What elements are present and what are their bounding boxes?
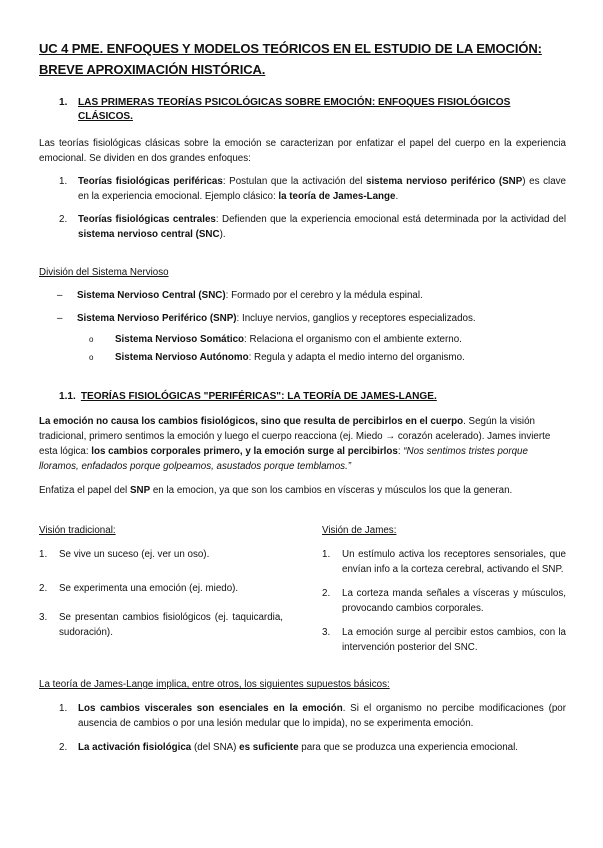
text-run: : Incluye nervios, ganglios y receptores especializados. [236, 313, 476, 324]
text-run: ). [219, 229, 226, 240]
list-text: Se presentan cambios fisiológicos (ej. taquicardia, sudoración). [59, 612, 283, 638]
text-run: para que se produzca una experiencia emocional. [298, 742, 519, 753]
text-run: en la emocion, ya que son los cambios en vísceras y músculos los que la generan. [150, 485, 513, 496]
term-label: Teorías fisiológicas centrales [78, 214, 216, 225]
list-text: La corteza manda señales a vísceras y músculos, provocando cambios corporales. [342, 588, 566, 614]
document-title: UC 4 PME. ENFOQUES Y MODELOS TEÓRICOS EN EL ESTUDIO DE LA EMOCIÓN: BREVE APROXIMACIÓN HISTÓRICA. [39, 41, 542, 77]
text-run: . Según la visión tradicional, primero sentimos la emoción y luego el cuerpo reacciona (ej. Miedo → corazón acelerado). James invierte esta lógica: [39, 416, 551, 457]
nervous-system-heading: División del Sistema Nervioso [39, 267, 169, 278]
text-run: ) es clave en la experiencia emocional. Ejemplo clásico: [78, 176, 566, 202]
list-item [39, 547, 283, 562]
james-view-heading: Visión de James: [322, 525, 397, 536]
term-label: Sistema Nervioso Autónomo [115, 352, 249, 363]
list-text [115, 332, 566, 347]
term-label: Teorías fisiológicas periféricas [78, 176, 223, 187]
list-text [78, 212, 566, 242]
list-number: 2. [39, 583, 48, 594]
james-lange-paragraph [39, 414, 566, 474]
list-text: Un estímulo activa los receptores sensoriales, que envían info a la corteza cerebral, activando el SNP. [342, 549, 566, 575]
document-page [39, 30, 566, 755]
list-item [322, 547, 566, 577]
term-label: Sistema Nervioso Somático [115, 334, 245, 345]
list-text [78, 740, 566, 755]
list-item [322, 586, 566, 616]
list-text [77, 311, 566, 326]
list-text [77, 288, 566, 303]
text-run: : Relaciona el organismo con el ambiente externo. [244, 334, 462, 345]
list-item [39, 350, 566, 365]
list-item [39, 212, 566, 242]
list-item [39, 740, 566, 755]
text-run: . Si el organismo no percibe modificaciones (por ausencia de cambios o por una lesión medular que lo impida), no se experimenta emoción. [78, 703, 566, 729]
traditional-view-column [39, 523, 283, 655]
list-text [78, 174, 566, 204]
bold-run: sistema nervioso periférico (SNP [366, 176, 523, 187]
bold-run: SNP [129, 485, 151, 496]
circle-bullet: o [89, 335, 94, 344]
list-item [39, 174, 566, 204]
list-item [322, 625, 566, 655]
text-run: : Postulan que la activación del [222, 176, 367, 187]
list-text: Se experimenta una emoción (ej. miedo). [59, 583, 239, 594]
term-label: Sistema Nervioso Central (SNC) [77, 290, 226, 301]
list-number: 2. [322, 588, 331, 599]
text-run: : Regula y adapta el medio interno del organismo. [248, 352, 465, 363]
dash-bullet: – [57, 290, 63, 301]
quote-run: “Nos sentimos tristes porque lloramos, enfadados porque golpeamos, asustados porque temblamos.” [39, 446, 528, 472]
section-1-intro: Las teorías fisiológicas clásicas sobre la emoción se caracterizan por enfatizar el papel del cuerpo en la experiencia emocional. Se dividen en dos grandes enfoques: [39, 138, 566, 164]
section-1-1-heading-row [39, 390, 566, 404]
dash-bullet: – [57, 313, 63, 324]
bold-run: es suficiente [239, 742, 299, 753]
term-label: Sistema Nervioso Periférico (SNP) [77, 313, 237, 324]
bold-run: sistema nervioso central (SNC [78, 229, 220, 240]
list-number: 3. [322, 627, 331, 638]
text-run: : Defienden que la experiencia emocional está determinada por la actividad del [215, 214, 566, 225]
list-text: Se vive un suceso (ej. ver un oso). [59, 549, 210, 560]
bold-run: Los cambios viscerales son esenciales en la emoción [78, 703, 343, 714]
assumptions-heading: La teoría de James-Lange implica, entre otros, los siguientes supuestos básicos: [39, 679, 390, 690]
bold-run: La emoción no causa los cambios fisiológicos, sino que resulta de percibirlos en el cuerpo [39, 416, 464, 427]
list-item [39, 701, 566, 731]
list-text [78, 701, 566, 731]
list-number: 1. [322, 549, 331, 560]
text-run: . [395, 191, 399, 202]
section-1-1-number: 1.1. [59, 391, 76, 402]
text-run: (del SNA) [191, 742, 240, 753]
list-item [39, 581, 283, 596]
text-run: : Formado por el cerebro y la médula espinal. [225, 290, 423, 301]
list-number: 2. [59, 214, 68, 225]
list-text [115, 350, 566, 365]
list-text: La emoción surge al percibir estos cambios, con la intervención posterior del SNC. [342, 627, 566, 653]
text-run: : [397, 446, 404, 457]
comparison-columns [39, 523, 566, 655]
list-item [39, 311, 566, 326]
section-1-heading-row [39, 96, 566, 124]
text-run: Enfatiza el papel del [39, 485, 130, 496]
list-item [39, 288, 566, 303]
list-number: 1. [39, 549, 48, 560]
list-number: 1. [59, 703, 68, 714]
section-1-heading: LAS PRIMERAS TEORÍAS PSICOLÓGICAS SOBRE EMOCIÓN: ENFOQUES FISIOLÓGICOS CLÁSICOS. [78, 97, 511, 122]
list-number: 3. [39, 612, 48, 623]
snp-paragraph [39, 483, 566, 498]
circle-bullet: o [89, 353, 94, 362]
section-1-number: 1. [59, 97, 68, 108]
james-view-column [322, 523, 566, 655]
section-1-1-heading: TEORÍAS FISIOLÓGICAS "PERIFÉRICAS": LA TEORÍA DE JAMES-LANGE. [80, 391, 437, 402]
bold-run: la teoría de James-Lange [278, 191, 396, 202]
list-number: 1. [59, 176, 68, 187]
traditional-view-heading: Visión tradicional: [39, 525, 116, 536]
bold-run: La activación fisiológica [78, 742, 192, 753]
list-item [39, 332, 566, 347]
bold-run: los cambios corporales primero, y la emoción surge al percibirlos [91, 446, 398, 457]
list-item [39, 610, 283, 640]
list-number: 2. [59, 742, 68, 753]
